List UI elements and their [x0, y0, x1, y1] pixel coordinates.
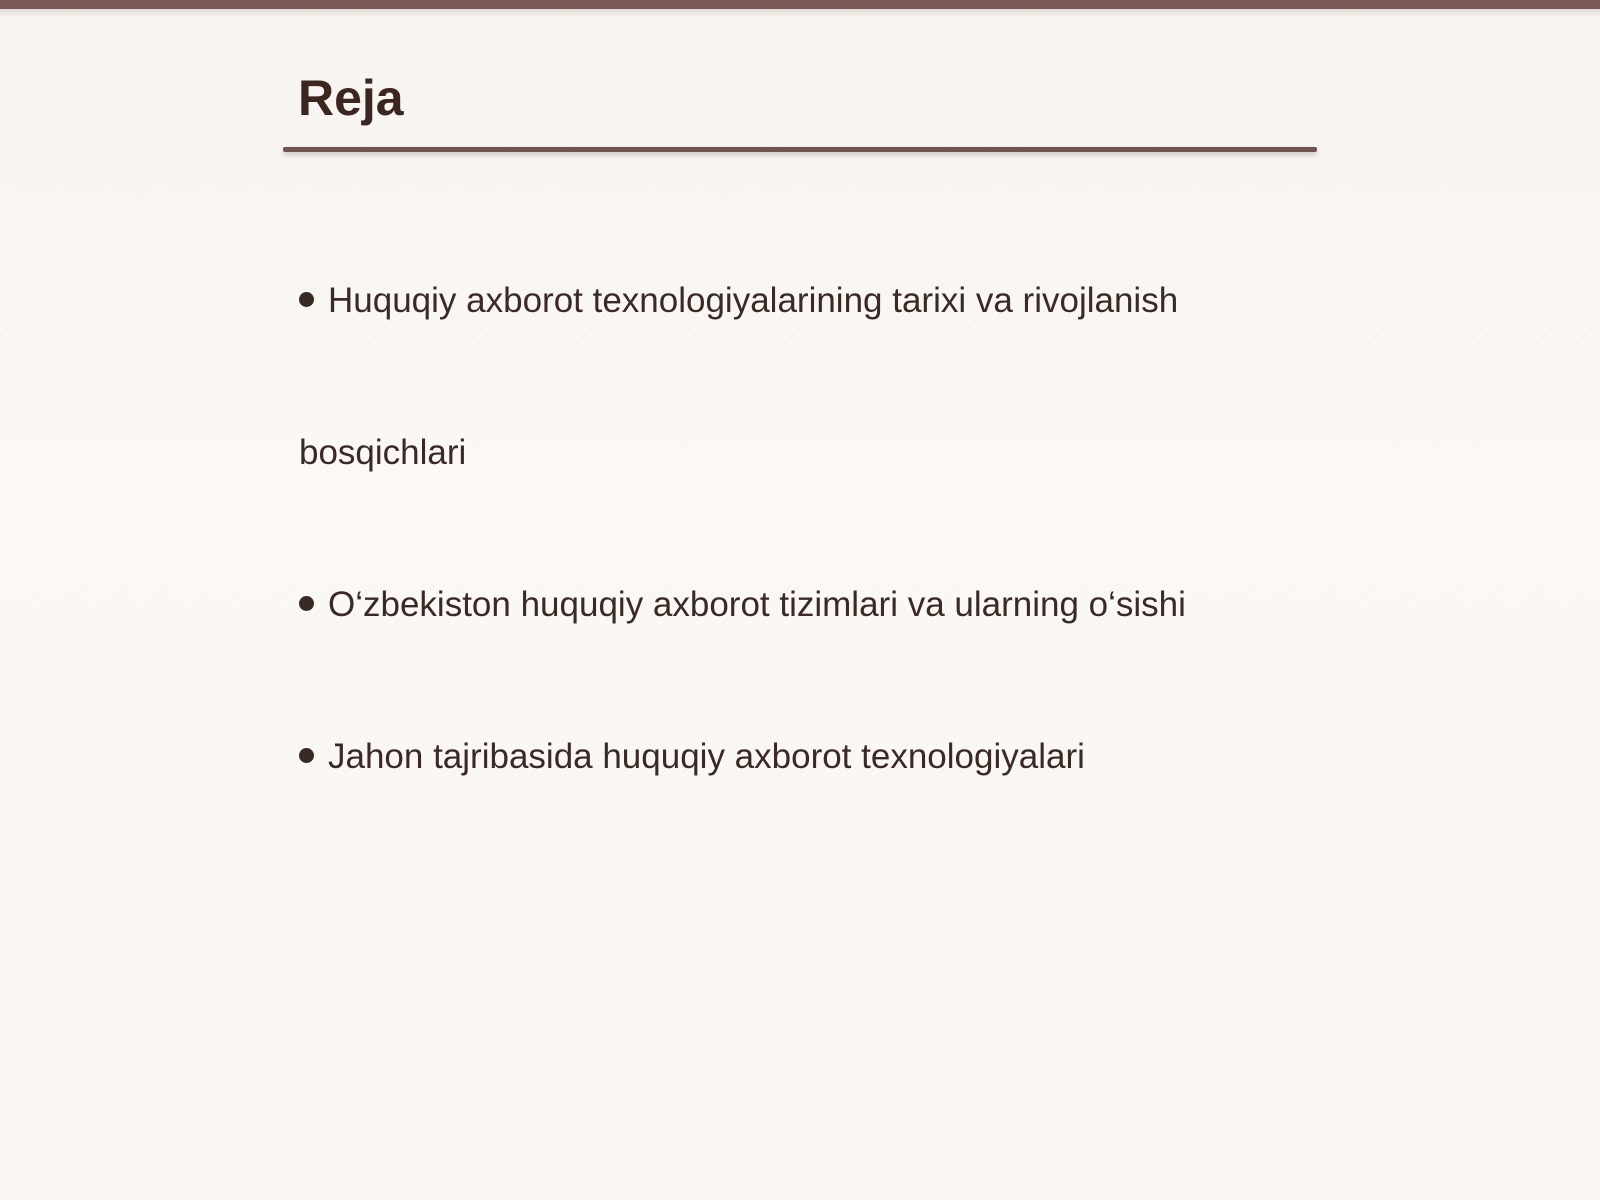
- list-item: [299, 280, 1178, 322]
- list-item-continuation: [299, 432, 466, 474]
- bullet-icon: [299, 748, 314, 763]
- bullet-icon: [299, 292, 314, 307]
- list-item-text: O‘zbekiston huquqiy axborot tizimlari va ularning o‘sishi: [328, 585, 1186, 624]
- slide-title: Reja: [298, 70, 404, 126]
- bullet-icon: [299, 596, 314, 611]
- list-item: [299, 584, 1186, 626]
- top-accent-bar-shadow: [0, 9, 1600, 17]
- list-item-text: bosqichlari: [299, 433, 467, 472]
- top-accent-bar: [0, 0, 1600, 9]
- list-item-text: Jahon tajribasida huquqiy axborot texnologiyalari: [328, 737, 1085, 776]
- list-item: [299, 736, 1085, 778]
- list-item-text: Huquqiy axborot texnologiyalarining tarixi va rivojlanish: [328, 281, 1179, 320]
- title-underline: [283, 147, 1317, 152]
